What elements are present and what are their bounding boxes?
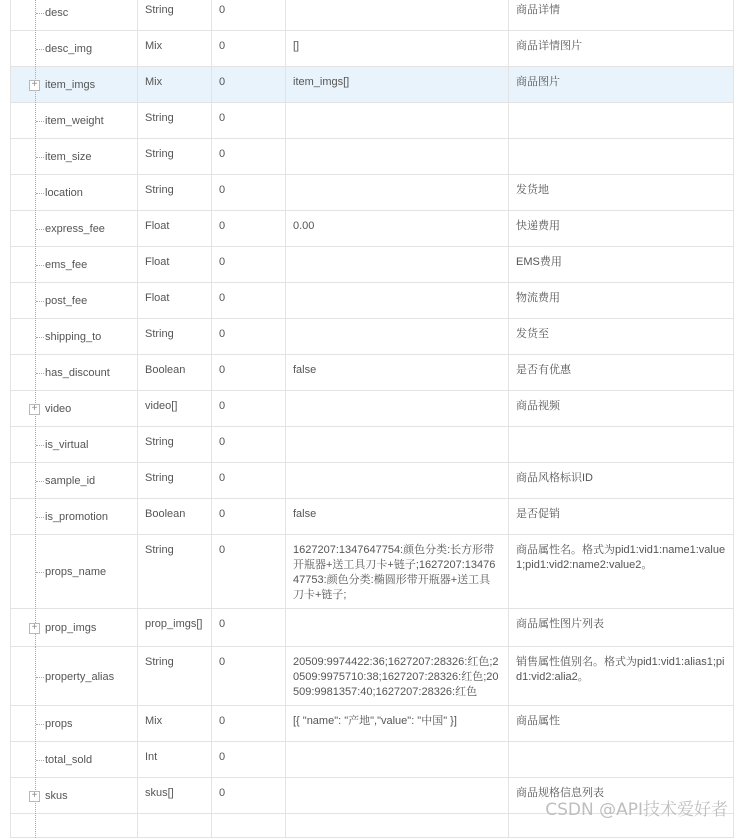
field-type: Float [145,292,170,304]
field-example [286,139,508,151]
field-example [286,778,508,790]
expand-toggle-icon[interactable]: + [29,404,40,415]
field-type-cell [138,211,212,247]
field-name-cell [11,706,138,742]
field-required-cell [212,211,286,247]
field-example [286,463,508,475]
field-required: 0 [219,256,226,268]
field-example-cell [286,391,509,427]
field-example-cell [286,535,509,609]
field-required-cell [212,742,286,778]
field-type: String [145,184,174,196]
tree-branch-line [36,481,44,482]
field-type: Mix [145,715,163,727]
field-example [286,391,508,403]
field-example-cell [286,31,509,67]
field-type: String [145,328,174,340]
field-example-cell [286,103,509,139]
field-type-cell [138,427,212,463]
field-name-cell [11,355,138,391]
field-example-cell [286,211,509,247]
field-required: 0 [219,472,226,484]
field-type-cell [138,67,212,103]
field-type-cell [138,0,212,31]
field-required-cell [212,391,286,427]
field-name-cell [11,463,138,499]
field-required: 0 [219,292,226,304]
field-type [138,814,211,826]
field-type: video[] [145,400,178,412]
field-description-cell [509,499,734,535]
field-example: 1627207:1347647754:颜色分类:长方形带开瓶器+送工具刀卡+链子;1627207:1347647753:颜色分类:椭圆形带开瓶器+送工具刀卡+链子; [293,544,496,601]
field-required-cell [212,283,286,319]
table-row[interactable] [11,319,734,355]
field-required-cell [212,647,286,706]
field-required-cell [212,247,286,283]
field-required-cell [212,427,286,463]
table-row[interactable] [11,609,734,647]
field-required: 0 [219,544,226,556]
field-type: Float [145,220,170,232]
field-description-cell [509,0,734,31]
field-description: 商品视频 [516,400,560,412]
tree-branch-line [36,677,44,678]
field-required-cell [212,175,286,211]
field-description-cell [509,463,734,499]
field-type-cell [138,499,212,535]
field-required-cell [212,778,286,814]
field-description-cell [509,283,734,319]
field-type-cell [138,609,212,647]
field-type: String [145,436,174,448]
field-type-cell [138,139,212,175]
field-description: 快递费用 [516,220,560,232]
field-description-cell [509,391,734,427]
field-description-cell [509,778,734,814]
field-example-cell [286,609,509,647]
tree-branch-line [36,229,44,230]
field-example [286,319,508,331]
field-type-cell [138,283,212,319]
field-required: 0 [219,400,226,412]
tree-branch-line [36,265,44,266]
table-row[interactable] [11,427,734,463]
field-type-cell [138,319,212,355]
field-name: item_size [45,151,92,163]
field-name: is_promotion [45,511,108,523]
field-name: location [45,187,83,199]
field-name-cell [11,609,138,647]
field-required: 0 [219,328,226,340]
field-type-cell [138,647,212,706]
field-description: 物流费用 [516,292,560,304]
field-name-cell [11,647,138,706]
field-example-cell [286,647,509,706]
field-type-cell [138,247,212,283]
field-description: EMS费用 [516,256,562,268]
field-name: item_imgs [45,79,96,91]
field-name-cell [11,535,138,609]
field-required: 0 [219,4,226,16]
tree-branch-line [36,337,44,338]
field-table [10,0,734,838]
field-required-cell [212,609,286,647]
field-description: 销售属性值别名。格式为pid1:vid1:alias1;pid1:vid2:alia2。 [516,656,725,683]
field-example [286,742,508,754]
field-type-cell [138,535,212,609]
table-row[interactable] [11,103,734,139]
field-name: desc_img [45,43,93,55]
field-name-cell [11,0,138,31]
table-row[interactable] [11,535,734,609]
field-required: 0 [219,787,226,799]
field-example-cell [286,0,509,31]
field-type-cell [138,778,212,814]
field-description-cell [509,609,734,647]
field-name-cell [11,247,138,283]
field-type: Int [145,751,158,763]
field-description: 商品图片 [516,76,560,88]
tree-branch-line [36,445,44,446]
field-example-cell [286,499,509,535]
tree-branch-line [36,373,44,374]
field-description: 发货地 [516,184,549,196]
field-example-cell [286,319,509,355]
tree-branch-line [36,301,44,302]
field-example [286,247,508,259]
field-name-cell [11,67,138,103]
field-type-cell [138,175,212,211]
field-example [286,283,508,295]
field-description-cell [509,319,734,355]
field-example-cell [286,175,509,211]
expand-toggle-icon[interactable]: + [29,80,40,91]
field-description [509,103,733,115]
field-type-cell [138,706,212,742]
field-name: desc [45,7,69,19]
table-row[interactable] [11,283,734,319]
field-required: 0 [219,618,226,630]
field-name: props [45,718,73,730]
field-required: 0 [219,751,226,763]
field-example: false [293,364,317,376]
table-row[interactable] [11,31,734,67]
tree-branch-line [36,121,44,122]
table-row[interactable] [11,247,734,283]
field-example [286,103,508,115]
field-description-cell [509,211,734,247]
field-description-cell [509,247,734,283]
field-required-cell [212,0,286,31]
field-example: [{ "name": "产地","value": "中国" }] [293,715,457,727]
field-required: 0 [219,364,226,376]
field-type: String [145,112,174,124]
field-required-cell [212,706,286,742]
field-description-cell [509,706,734,742]
field-description-cell [509,355,734,391]
expand-toggle-icon[interactable]: + [29,791,40,802]
field-required: 0 [219,76,226,88]
field-required: 0 [219,436,226,448]
field-description-cell [509,742,734,778]
field-description [509,139,733,151]
field-example: false [293,508,317,520]
field-example [286,0,508,7]
tree-branch-line [36,13,44,14]
field-type-cell [138,103,212,139]
field-name: post_fee [45,295,88,307]
field-name-cell [11,499,138,535]
field-type-cell [138,391,212,427]
field-name-cell [11,742,138,778]
field-name: is_virtual [45,439,89,451]
field-example-cell [286,463,509,499]
field-example [286,175,508,187]
field-example-cell [286,778,509,814]
field-name: item_weight [45,115,104,127]
field-description: 商品属性名。格式为pid1:vid1:name1:value1;pid1:vid2:name2:value2。 [516,544,726,571]
tree-branch-line [36,49,44,50]
table-row[interactable] [11,706,734,742]
field-required: 0 [219,715,226,727]
field-name: express_fee [45,223,105,235]
field-description [509,427,733,439]
field-required: 0 [219,40,226,52]
field-example-cell [286,706,509,742]
field-name: props_name [45,566,107,578]
field-example-cell [286,67,509,103]
field-example [286,609,508,621]
table-row[interactable] [11,67,734,103]
field-name: property_alias [45,671,115,683]
table-row[interactable] [11,355,734,391]
field-required: 0 [219,656,226,668]
field-name-cell [11,391,138,427]
field-required: 0 [219,220,226,232]
field-description [509,814,733,826]
tree-branch-line [36,760,44,761]
field-example: 0.00 [293,220,315,232]
field-description: 商品属性 [516,715,560,727]
field-example: 20509:9974422:36;1627207:28326:红色;20509:9975710:38;1627207:28326:红色;20509:9981357:40;1627207:28326:红色 [293,656,499,698]
field-name-cell [11,103,138,139]
tree-branch-line [36,193,44,194]
table-row[interactable] [11,211,734,247]
field-name: sample_id [45,475,96,487]
field-type: String [145,544,174,556]
field-name: shipping_to [45,331,102,343]
field-name-cell [11,778,138,814]
tree-branch-line [36,157,44,158]
field-example-cell [286,283,509,319]
field-name: prop_imgs [45,622,97,634]
field-example [286,814,508,826]
field-name: ems_fee [45,259,88,271]
field-description: 商品风格标识ID [516,472,593,484]
field-name: skus [45,790,68,802]
field-type-cell [138,355,212,391]
field-type: String [145,472,174,484]
field-name-cell [11,175,138,211]
field-type-cell [138,742,212,778]
field-description-cell [509,31,734,67]
field-name: video [45,403,72,415]
field-example-cell [286,742,509,778]
field-example: item_imgs[] [293,76,350,88]
field-type: Boolean [145,364,186,376]
expand-toggle-icon[interactable]: + [29,623,40,634]
tree-branch-line [36,724,44,725]
field-type-cell [138,463,212,499]
field-required: 0 [219,184,226,196]
field-required-cell [212,535,286,609]
table-row[interactable] [11,139,734,175]
field-example: [] [293,40,300,52]
field-type: String [145,656,174,668]
field-example-cell [286,355,509,391]
field-description: 商品详情图片 [516,40,582,52]
tree-branch-line [36,517,44,518]
field-type: String [145,4,174,16]
field-description: 是否促销 [516,508,560,520]
field-description-cell [509,647,734,706]
field-example-cell [286,247,509,283]
table-row[interactable] [11,175,734,211]
field-name-cell [11,319,138,355]
field-required-cell [212,139,286,175]
field-description: 商品规格信息列表 [516,787,604,799]
field-name-cell [11,283,138,319]
field-type-cell [138,31,212,67]
tree-branch-line [36,572,44,573]
table-row[interactable] [11,778,734,814]
watermark: CSDN @API技术爱好者 [545,800,728,820]
field-required-cell [212,103,286,139]
field-required: 0 [219,508,226,520]
field-required: 0 [219,148,226,160]
field-description-cell [509,175,734,211]
field-example [286,427,508,439]
field-description: 商品详情 [516,4,560,16]
field-required-cell [212,355,286,391]
table-row[interactable] [11,742,734,778]
field-required: 0 [219,112,226,124]
table-row[interactable] [11,391,734,427]
table-row[interactable] [11,647,734,706]
field-description-cell [509,103,734,139]
field-type: Mix [145,40,163,52]
field-name-cell [11,139,138,175]
field-type: Boolean [145,508,186,520]
field-description: 商品属性图片列表 [516,618,604,630]
field-example-cell [286,427,509,463]
field-type: prop_imgs[] [145,618,203,630]
field-type: Float [145,256,170,268]
field-description: 是否有优惠 [516,364,571,376]
field-required [212,814,285,826]
field-name: has_discount [45,367,110,379]
field-required-cell [212,67,286,103]
field-description-cell [509,67,734,103]
field-name-cell [11,211,138,247]
field-type: String [145,148,174,160]
field-description-cell [509,427,734,463]
field-type: skus[] [145,787,174,799]
field-name-cell [11,31,138,67]
field-description [509,742,733,754]
field-required-cell [212,499,286,535]
table-row[interactable] [11,0,734,31]
table-row[interactable] [11,499,734,535]
field-example-cell [286,139,509,175]
field-required-cell [212,31,286,67]
field-table-body [11,0,734,838]
field-description: 发货至 [516,328,549,340]
field-name: total_sold [45,754,93,766]
field-required-cell [212,319,286,355]
field-description-cell [509,535,734,609]
field-required-cell [212,463,286,499]
field-name-cell [11,427,138,463]
table-row[interactable] [11,463,734,499]
field-type: Mix [145,76,163,88]
field-description-cell [509,139,734,175]
